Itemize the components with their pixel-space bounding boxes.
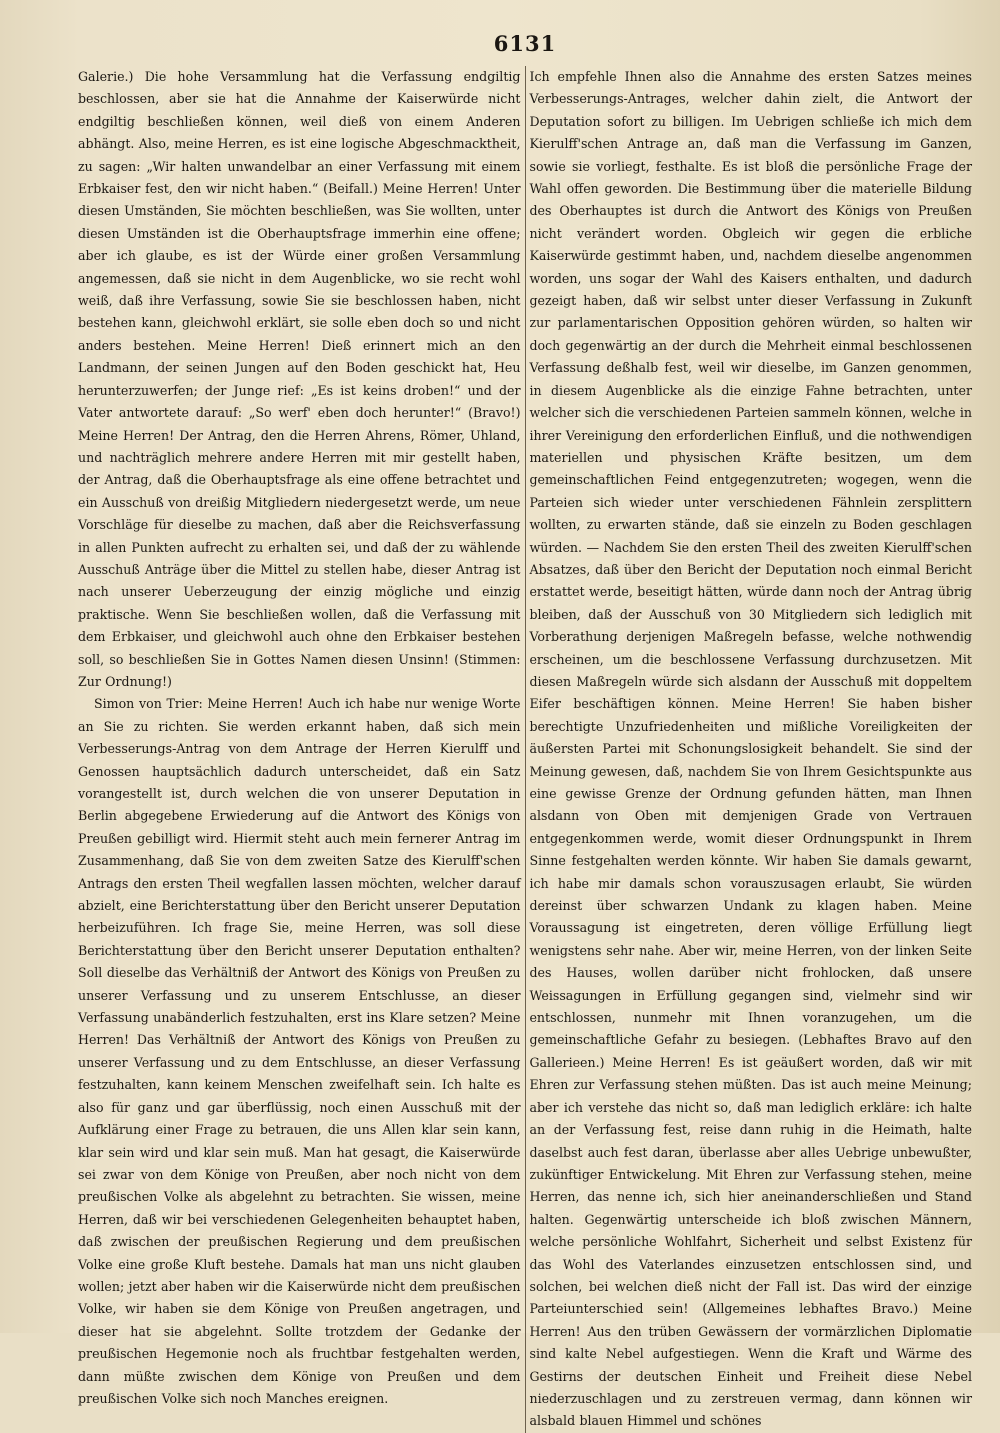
text-columns xyxy=(78,66,972,1433)
right-column xyxy=(529,66,972,1433)
paragraph: Galerie.) Die hohe Versammlung hat die Verfassung endgiltig beschlossen, aber sie hat die Annahme der Kaiserwürde nicht endgiltig beschließen können, weil dieß von einem Anderen abhängt. Also, meine Herren, es ist eine logische Abgeschmacktheit, zu sagen: „Wir halten unwandelbar an einer Verfassung mit einem Erbkaiser fest, den wir nicht haben.“ (Beifall.) Meine Herren! Unter diesen Umständen, Sie möchten beschließen, was Sie wollten, unter diesen Umständen ist die Oberhauptsfrage immerhin eine offene; aber ich glaube, es ist der Würde einer großen Versammlung angemessen, daß sie nicht in dem Augenblicke, wo sie recht wohl weiß, daß ihre Verfassung, sowie Sie sie beschlossen haben, nicht bestehen kann, gleichwohl erklärt, sie solle eben doch so und nicht anders bestehen. Meine Herren! Dieß erinnert mich an den Landmann, der seinen Jungen auf den Boden geschickt hat, Heu herunterzuwerfen; der Junge rief: „Es ist keins droben!“ und der Vater antwortete darauf: „So werf' eben doch herunter!“ (Bravo!) Meine Herren! Der Antrag, den die Herren Ahrens, Römer, Uhland, und nachträglich mehrere andere Herren mit mir gestellt haben, der Antrag, daß die Oberhauptsfrage als eine offene betrachtet und ein Ausschuß von dreißig Mitgliedern niedergesetzt werde, um neue Vorschläge für dieselbe zu machen, daß aber die Reichsverfassung in allen Punkten aufrecht zu erhalten sei, und daß der zu wählende Ausschuß Anträge über die Mittel zu stellen habe, dieser Antrag ist nach unserer Ueberzeugung der einzig mögliche und einzig praktische. Wenn Sie beschließen wollen, daß die Verfassung mit dem Erbkaiser, und gleichwohl auch ohne den Erbkaiser bestehen soll, so beschließen Sie in Gottes Namen diesen Unsinn! (Stimmen: Zur Ordnung!) xyxy=(78,69,521,689)
paragraph: Simon von Trier: Meine Herren! Auch ich habe nur wenige Worte an Sie zu richten. Sie werden erkannt haben, daß sich mein Verbesserungs-Antrag von dem Antrage der Herren Kierulff und Genossen hauptsächlich dadurch unterscheidet, daß ein Satz vorangestellt ist, durch welchen die von unserer Deputation in Berlin abgegebene Erwiederung auf die Antwort des Königs von Preußen gebilligt wird. Hiermit steht auch mein fernerer Antrag im Zusammenhang, daß Sie von dem zweiten Satze des Kierulff'schen Antrags den ersten Theil wegfallen lassen möchten, welcher darauf abzielt, eine Berichterstattung über den Bericht unserer Deputation herbeizuführen. Ich frage Sie, meine Herren, was soll diese Berichterstattung über den Bericht unserer Deputation enthalten? Soll dieselbe das Verhältniß der Antwort des Königs von Preußen zu unserer Verfassung und zu unserem Entschlusse, an dieser Verfassung unabänderlich festzuhalten, erst ins Klare setzen? Meine Herren! Das Verhältniß der Antwort des Königs von Preußen zu unserer Verfassung und zu dem Entschlusse, an dieser Verfassung festzuhalten, kann keinem Menschen zweifelhaft sein. Ich halte es also für ganz und gar überflüssig, noch einen Ausschuß mit der Aufklärung einer Frage zu betrauen, die uns Allen klar sein kann, klar sein wird und klar sein muß. Man hat gesagt, die Kaiserwürde sei zwar von dem Könige von Preußen, aber noch nicht von dem preußischen Volke als abgelehnt zu betrachten. Sie wissen, meine Herren, daß wir bei verschiedenen Gelegenheiten behauptet haben, daß zwischen der preußischen Regierung und dem preußischen Volke eine große Kluft bestehe. Damals hat man uns nicht glauben wollen; jetzt aber haben wir die Kaiserwürde nicht dem preußischen Volke, wir haben sie dem Könige von Preußen angetragen, und dieser hat sie abgelehnt. Sollte trotzdem der Gedanke der preußischen Hegemonie noch als fruchtbar festgehalten werden, dann müßte zwischen dem Könige von Preußen und dem preußischen Volke sich noch Manches ereignen. xyxy=(78,696,521,1406)
paragraph: Ich empfehle Ihnen also die Annahme des ersten Satzes meines Verbesserungs-Antrages, welcher dahin zielt, die Antwort der Deputation sofort zu billigen. Im Uebrigen schließe ich mich dem Kierulff'schen Antrage an, daß man die Verfassung im Ganzen, sowie sie vorliegt, festhalte. Es ist bloß die persönliche Frage der Wahl offen geworden. Die Bestimmung über die materielle Bildung des Oberhauptes ist durch die Antwort des Königs von Preußen nicht verändert worden. Obgleich wir gegen die erbliche Kaiserwürde gestimmt haben, und, nachdem dieselbe angenommen worden, uns sogar der Wahl des Kaisers enthalten, und dadurch gezeigt haben, daß wir selbst unter dieser Verfassung in Zukunft zur parlamentarischen Opposition gehören würden, so halten wir doch gegenwärtig an der durch die Mehrheit einmal beschlossenen Verfassung deßhalb fest, weil wir dieselbe, im Ganzen genommen, in diesem Augenblicke als die einzige Fahne betrachten, unter welcher sich die verschiedenen Parteien sammeln können, welche in ihrer Vereinigung den erforderlichen Einfluß, und die nothwendigen materiellen und physischen Kräfte besitzen, um dem gemeinschaftlichen Feind entgegenzutreten; wogegen, wenn die Parteien sich wieder unter verschiedenen Fähnlein zersplittern wollten, zu erwarten stände, daß sie einzeln zu Boden geschlagen würden. — Nachdem Sie den ersten Theil des zweiten Kierulff'schen Absatzes, daß über den Bericht der Deputation noch einmal Bericht erstattet werde, beseitigt hätten, würde dann noch der Antrag übrig bleiben, daß der Ausschuß von 30 Mitgliedern sich lediglich mit Vorberathung derjenigen Maßregeln befasse, welche nothwendig erscheinen, um die beschlossene Verfassung durchzusetzen. Mit diesen Maßregeln würde sich alsdann der Ausschuß mit doppeltem Eifer beschäftigen können. Meine Herren! Sie haben bisher berechtigte Unzufriedenheiten und mißliche Voreiligkeiten der äußersten Partei mit Schonungslosigkeit behandelt. Sie sind der Meinung gewesen, daß, nachdem Sie von Ihrem Gesichtspunkte aus eine gewisse Grenze der Ordnung gefunden hätten, man Ihnen alsdann von Oben mit demjenigen Grade von Vertrauen entgegenkommen werde, womit dieser Ordnungspunkt in Ihrem Sinne festgehalten werden könnte. Wir haben Sie damals gewarnt, ich habe mir damals schon vorauszusagen erlaubt, Sie würden dereinst über schwarzen Undank zu klagen haben. Meine Voraussagung ist eingetreten, deren völlige Erfüllung liegt wenigstens sehr nahe. Aber wir, meine Herren, von der linken Seite des Hauses, wollen darüber nicht frohlocken, daß unsere Weissagungen in Erfüllung gegangen sind, vielmehr sind wir entschlossen, nunmehr mit Ihnen voranzugehen, um die gemeinschaftliche Gefahr zu besiegen. (Lebhaftes Bravo auf den Gallerieen.) Meine Herren! Es ist geäußert worden, daß wir mit Ehren zur Verfassung stehen müßten. Das ist auch meine Meinung; aber ich verstehe das nicht so, daß man lediglich erkläre: ich halte an der Verfassung fest, reise dann ruhig in die Heimath, halte daselbst auch fest daran, überlasse aber alles Uebrige unbewußter, zukünftiger Entwickelung. Mit Ehren zur Verfassung stehen, meine Herren, das nenne ich, sich hier aneinanderschließen und Stand halten. Gegenwärtig unterscheide ich bloß zwischen Männern, welche persönliche Wohlfahrt, Sicherheit und selbst Existenz für das Wohl des Vaterlandes einzusetzen entschlossen sind, und solchen, bei welchen dieß nicht der Fall ist. Das wird der einzige Parteiunterschied sein! (Allgemeines lebhaftes Bravo.) Meine Herren! Aus den trüben Gewässern der vormärzlichen Diplomatie sind kalte Nebel aufgestiegen. Wenn die Kraft und Wärme des Gestirns der deutschen Einheit und Freiheit diese Nebel niederzuschlagen und zu zerstreuen vermag, dann können wir alsbald blauen Himmel und schönes xyxy=(529,69,972,1429)
page-number: 6131 xyxy=(493,31,557,56)
left-column xyxy=(78,66,521,1433)
column-divider xyxy=(525,66,526,1433)
